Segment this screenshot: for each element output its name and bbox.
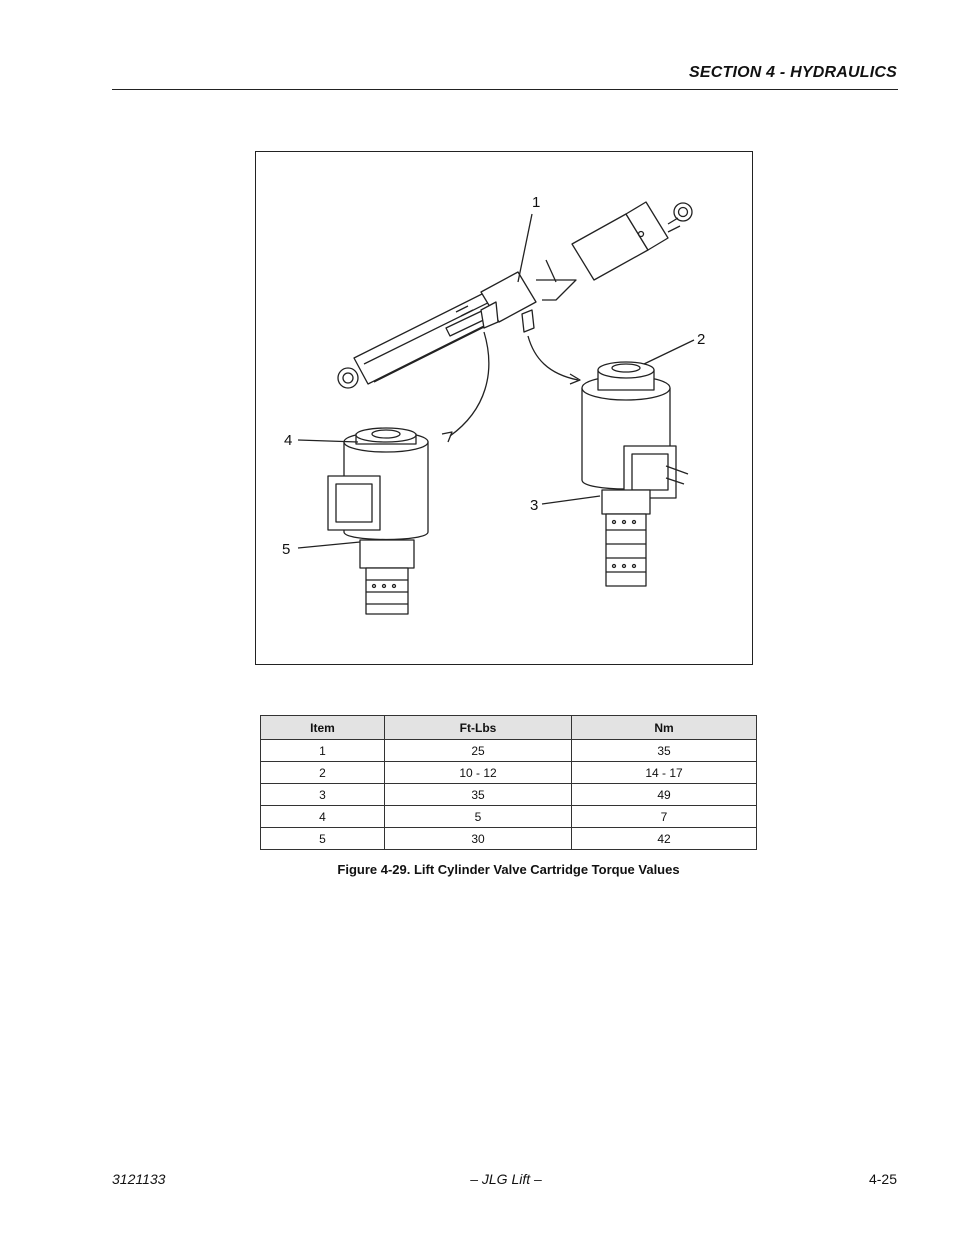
table-cell: 25: [385, 740, 572, 762]
publisher-name: – JLG Lift –: [470, 1171, 542, 1187]
leader-line-2: [644, 340, 694, 364]
table-cell: 2: [261, 762, 385, 784]
leader-line-1: [518, 214, 532, 282]
leader-line-5: [298, 542, 360, 548]
left-valve-cartridge: [328, 428, 428, 614]
figure-illustration: [255, 151, 753, 665]
column-header-nm: Nm: [572, 716, 757, 740]
callout-3: 3: [530, 497, 539, 514]
cylinder-eye-left: [338, 368, 358, 388]
table-cell: 30: [385, 828, 572, 850]
table-row: [261, 806, 757, 828]
torque-values-table: [260, 715, 757, 850]
cylinder-eye-right: [674, 203, 692, 221]
table-cell: 7: [572, 806, 757, 828]
table-cell: 49: [572, 784, 757, 806]
table-row: [261, 762, 757, 784]
right-valve-cartridge: [582, 362, 688, 586]
table-cell: 42: [572, 828, 757, 850]
lift-cylinder-drawing: [256, 152, 752, 664]
table-cell: 5: [261, 828, 385, 850]
table-row: [261, 784, 757, 806]
table-cell: 4: [261, 806, 385, 828]
table-cell: 1: [261, 740, 385, 762]
callout-5: 5: [282, 541, 291, 558]
table-cell: 35: [572, 740, 757, 762]
table-row: [261, 740, 757, 762]
document-number: 3121133: [112, 1171, 166, 1187]
leader-line-3: [542, 496, 600, 504]
section-title: SECTION 4 - HYDRAULICS: [689, 64, 897, 81]
column-header-ft-lbs: Ft-Lbs: [385, 716, 572, 740]
table-cell: 10 - 12: [385, 762, 572, 784]
table-cell: 35: [385, 784, 572, 806]
figure-caption: Figure 4-29. Lift Cylinder Valve Cartridge Torque Values: [337, 862, 680, 877]
arrow-to-right-valve: [528, 336, 578, 380]
callout-2: 2: [697, 331, 706, 348]
column-header-item: Item: [261, 716, 385, 740]
page-number: 4-25: [868, 1171, 897, 1187]
table-cell: 5: [385, 806, 572, 828]
callout-1: 1: [532, 194, 541, 211]
callout-4: 4: [284, 432, 293, 449]
arrow-to-left-valve: [450, 332, 489, 436]
table-cell: 14 - 17: [572, 762, 757, 784]
table-cell: 3: [261, 784, 385, 806]
table-header-row: [261, 716, 757, 740]
table-row: [261, 828, 757, 850]
header-divider: [112, 89, 898, 90]
